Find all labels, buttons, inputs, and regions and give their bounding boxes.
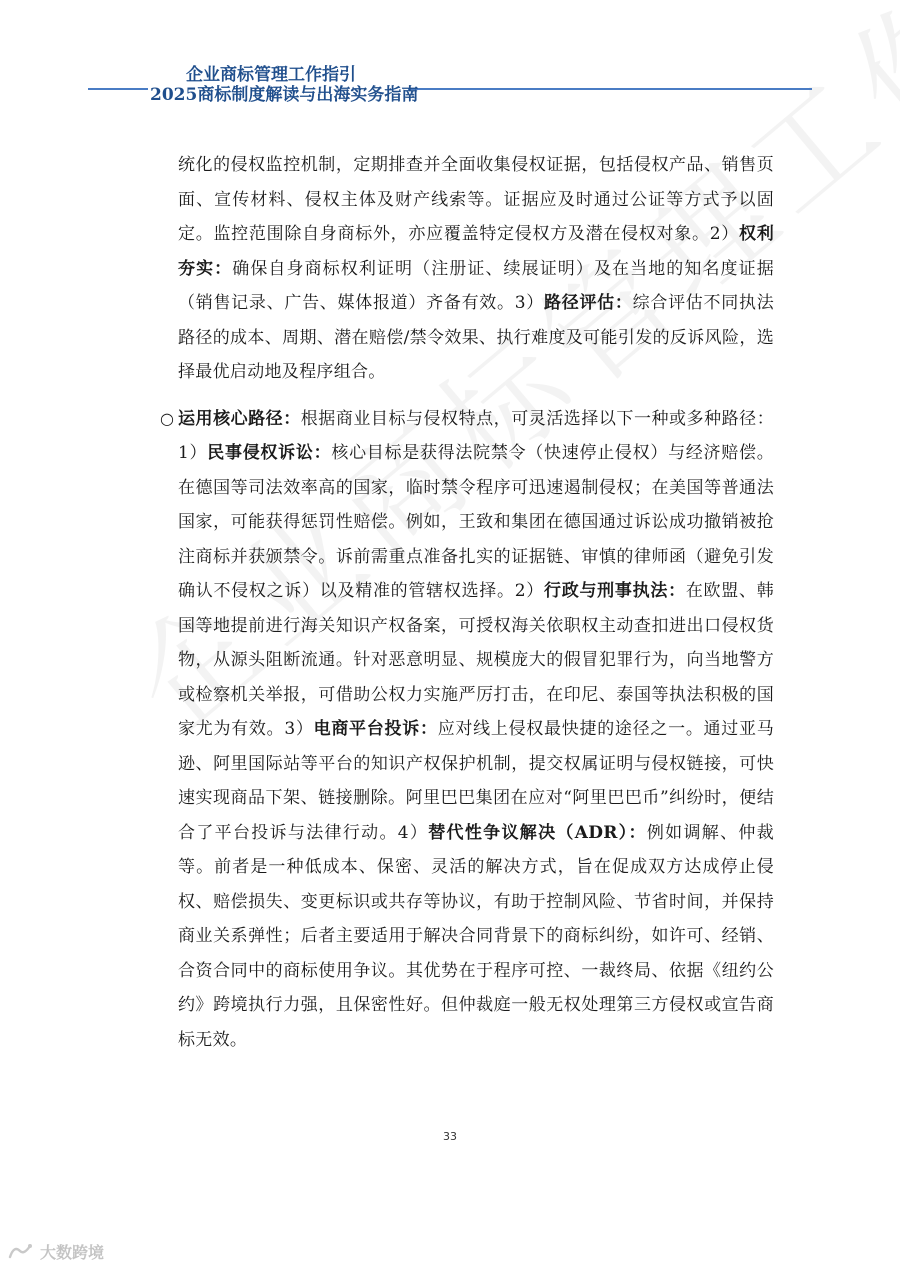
page-body [160,148,775,1057]
header-rule-left [88,88,148,90]
text-run: 核心目标是获得法院禁令（快速停止侵权）与经济赔偿。在德国等司法效率高的国家，临时禁令程序可迅速遏制侵权；在美国等普通法国家，可能获得惩罚性赔偿。例如，王致和集团在德国通过诉讼成功撤销被抢注商标并获颁禁令。诉前需重点准备扎实的证据链、审慎的律师函（避免引发确认不侵权之诉）以及精准的管辖权选择。2） [178,443,775,601]
text-run: 在欧盟、韩国等地提前进行海关知识产权备案，可授权海关依职权主动查扣进出口侵权货物，从源头阻断流通。针对恶意明显、规模庞大的假冒犯罪行为，向当地警方或检察机关举报，可借助公权力实施严厉打击，在印尼、泰国等执法积极的国家尤为有效。3） [178,581,775,739]
text-run: 根据商业目标与侵权特点，可灵活选择以下一种或多种路径：1） [178,408,774,463]
paragraph-continuation [178,148,774,390]
header-title-line1: 企业商标管理工作指引 [186,65,356,85]
bold-term-path-evaluation: 路径评估： [544,293,633,313]
brand-mark [8,1240,104,1263]
text-run: 统化的侵权监控机制，定期排查并全面收集侵权证据，包括侵权产品、销售页面、宣传材料、侵权主体及财产线索等。证据应及时通过公证等方式予以固定。监控范围除自身商标外，亦应覆盖特定侵权方及潜在侵权对象。2） [178,155,774,244]
bold-term-adr: 替代性争议解决（ADR）： [428,822,647,843]
text-run: 确保自身商标权利证明（注册证、续展证明）及在当地的知名度证据（销售记录、广告、媒体报道）齐备有效。3） [178,258,775,313]
bold-term-core-paths: 运用核心路径： [178,408,301,429]
page-header [0,56,900,116]
brand-logo-icon [8,1243,34,1261]
bullet-circle-icon: ○ [160,408,175,428]
page-number: 33 [443,1130,457,1143]
text-run: 例如调解、仲裁等。前者是一种低成本、保密、灵活的解决方式，旨在促成双方达成停止侵权、赔偿损失、变更标识或共存等协议，有助于控制风险、节省时间，并保持商业关系弹性；后者主要适用于解决合同背景下的商标纠纷，如许可、经销、合资合同中的商标使用争议。其优势在于程序可控、一裁终局、依据《纽约公约》跨境执行力强，且保密性好。但仲裁庭一般无权处理第三方侵权或宣告商标无效。 [178,822,774,1050]
bold-term-ecommerce-complaint: 电商平台投诉： [313,719,438,739]
bullet-paragraph-core-paths [160,402,775,1058]
header-title-line2: 2025商标制度解读与出海实务指南 [150,85,419,105]
text-run: 综合评估不同执法路径的成本、周期、潜在赔偿/禁令效果、执行难度及可能引发的反诉风险，选择最优启动地及程序组合。 [178,293,775,382]
header-rule-right [408,88,812,90]
brand-name: 大数跨境 [40,1243,105,1262]
bold-term-administrative-criminal: 行政与刑事执法： [544,581,686,601]
text-run: 应对线上侵权最快捷的途径之一。通过亚马逊、阿里国际站等平台的知识产权保护机制，提交权属证明与侵权链接，可快速实现商品下架、链接删除。阿里巴巴集团在应对“阿里巴巴币”纠纷时，便结合了平台投诉与法律行动。4） [178,719,775,843]
bold-term-civil-litigation: 民事侵权诉讼： [207,443,332,463]
bold-term-rights: 权利夯实： [178,224,774,279]
